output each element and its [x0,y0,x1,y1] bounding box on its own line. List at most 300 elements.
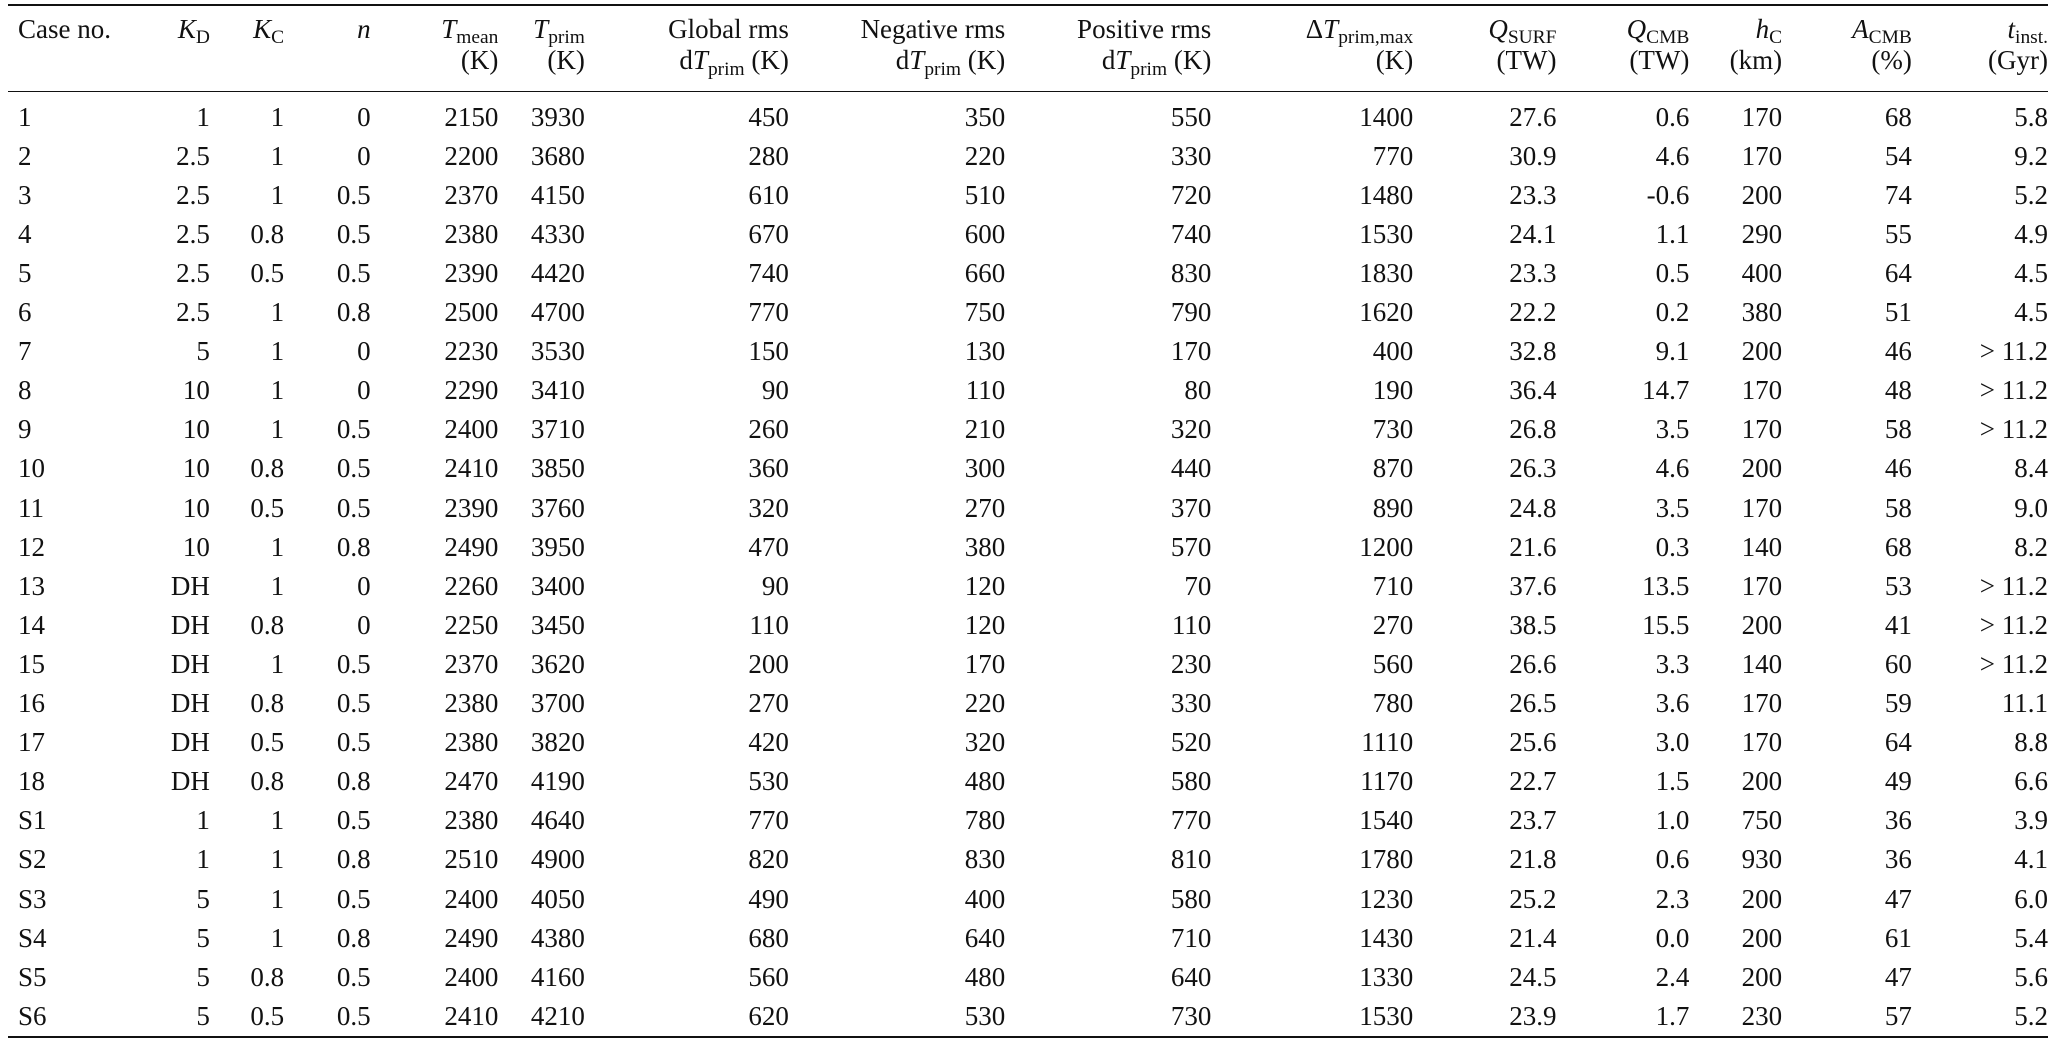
table-cell: 0.6 [1655,101,1690,132]
header-row [8,5,2048,91]
header-line-2 [1556,45,1689,76]
header-symbol: T [909,45,925,76]
header-symbol: K [253,14,272,44]
table-cell: 5.4 [2014,922,2048,953]
table-cell: 4.5 [2014,297,2048,328]
column-header [1211,5,1413,91]
table-cell: 2410 [444,453,499,484]
table-row [8,293,2048,332]
table-cell: 640 [1170,961,1212,992]
table-cell: 47 [1884,883,1912,914]
column-header [130,5,210,91]
table-cell: 1.5 [1655,766,1690,797]
table-cell: > 11.2 [1979,609,2048,640]
table-cell: 110 [749,609,789,640]
header-subscript: SURF [1507,27,1557,49]
table-cell: 22.7 [1509,766,1557,797]
table-cell: 510 [964,179,1006,210]
table-cell: 4050 [530,883,585,914]
table-header [8,5,2048,91]
table-cell: 330 [1170,140,1212,171]
column-header [1005,5,1211,91]
table-cell: 10 [182,492,210,523]
table-cell: 10 [182,453,210,484]
header-subscript: prim [924,58,962,80]
column-header [284,5,371,91]
table-cell: 2370 [444,648,499,679]
case-number-cell: 14 [18,609,45,640]
table-cell: 0.0 [1655,922,1690,953]
table-cell: 11.1 [2001,688,2048,719]
table-cell: 21.6 [1509,531,1557,562]
table-cell: 36.4 [1509,375,1557,406]
table-cell: 9.0 [2014,492,2048,523]
table-cell: 0.5 [336,727,371,758]
column-header [585,5,789,91]
header-line-1 [1413,14,1557,49]
header-subscript: C [1769,27,1783,49]
table-cell: 4.6 [1655,140,1690,171]
table-row [8,606,2048,645]
table-cell: 170 [1741,101,1783,132]
header-unit: (K) [460,45,499,76]
table-cell: 24.1 [1509,218,1557,249]
case-number-cell: 6 [18,297,32,328]
table-cell: 3.9 [2014,805,2048,836]
table-cell: 790 [1170,297,1212,328]
header-line-1 [498,14,585,49]
table-cell: 0.5 [250,258,285,288]
table-cell: 2.3 [1655,883,1690,914]
case-number-cell: S6 [8,997,130,1037]
header-line-1 [210,14,285,49]
table-cell: 1780 [1359,844,1414,875]
table-cell: 3950 [530,531,585,562]
table-cell: 2380 [444,688,499,719]
case-number-cell: 4 [18,218,32,249]
header-subscript: C [271,27,285,49]
table-cell: 170 [1741,570,1783,601]
results-table [8,4,2048,1038]
table-row [8,449,2048,488]
case-number-cell: S4 [18,922,47,953]
table-cell: 1 [196,844,210,875]
table-cell: 3620 [530,648,585,679]
table-cell: 41 [1884,609,1912,640]
case-number-cell: 15 [18,648,45,679]
table-cell: 21.4 [1509,922,1557,953]
header-symbol: T [1323,14,1339,44]
table-cell: 140 [1741,531,1783,562]
table-cell: DH [170,648,210,679]
table-cell: 870 [1372,453,1414,484]
table-cell: 170 [1741,492,1783,523]
header-text: Positive rms [1077,14,1212,44]
table-cell: 0.5 [336,414,371,445]
header-text: Case no. [18,14,111,44]
table-cell: 4150 [530,179,585,210]
table-cell: 54 [1884,140,1912,171]
table-cell: 780 [1372,688,1414,719]
table-cell: 480 [964,961,1006,992]
table-cell: 770 [1170,805,1212,836]
table-cell: 2410 [371,997,499,1037]
table-cell: 4190 [530,766,585,797]
table-cell: 1 [196,805,210,836]
table-cell: 1530 [1211,997,1413,1037]
table-cell: 2.5 [176,179,210,210]
table-cell: 3.0 [1655,727,1690,758]
table-row [8,91,2048,137]
table-cell: 2490 [444,922,499,953]
table-row [8,567,2048,606]
header-line-2 [789,45,1006,80]
table-cell: 830 [1170,258,1212,288]
header-subscript: prim,max [1338,27,1414,49]
table-cell: 1 [270,805,285,836]
table-row [8,371,2048,410]
header-line-1 [585,14,789,45]
table-cell: 15.5 [1642,609,1690,640]
table-cell: > 11.2 [1979,648,2048,679]
table-cell: 25.6 [1509,727,1557,758]
table-cell: 2380 [444,805,499,836]
table-cell: 140 [1741,648,1783,679]
table-cell: 270 [748,688,789,719]
table-cell: 10 [182,414,210,445]
header-prefix: d [895,45,910,76]
header-unit: (TW) [1629,45,1690,76]
header-line-1 [1912,14,2048,49]
table-cell: 46 [1884,336,1912,367]
table-cell: 2290 [444,375,499,406]
table-cell: 370 [1170,492,1212,523]
table-cell: 6.6 [2014,766,2048,797]
table-cell: 530 [789,997,1005,1037]
table-cell: 230 [1170,648,1212,679]
table-cell: 0.5 [1655,258,1690,288]
table-cell: 3400 [530,570,585,601]
table-cell: 0.5 [250,492,285,523]
table-cell: 550 [1170,101,1212,132]
table-cell: 400 [1741,258,1783,288]
table-cell: 0.5 [336,883,371,914]
table-cell: 1480 [1359,179,1414,210]
table-cell: 0.3 [1655,531,1690,562]
table-cell: 2.5 [176,258,210,288]
table-cell: 0 [357,375,371,406]
table-cell: 0.8 [250,688,285,719]
table-cell: 37.6 [1509,570,1557,601]
header-text: Global rms [668,14,789,44]
table-cell: 68 [1884,101,1912,132]
table-row [8,645,2048,684]
table-cell: 1400 [1359,101,1414,132]
header-subscript: prim [548,27,585,49]
header-line-2 [1005,45,1212,80]
table-cell: 2500 [444,297,499,328]
table-cell: 0.5 [284,997,371,1037]
table-cell: 5 [196,961,210,992]
table-cell: 49 [1884,766,1912,797]
header-symbol: T [441,14,457,44]
table-cell: 1230 [1359,883,1414,914]
header-line-2 [1211,45,1413,76]
table-cell: 0 [357,336,371,367]
table-cell: 3930 [530,101,585,132]
table-cell: 750 [964,297,1006,328]
table-cell: DH [170,727,210,758]
case-number-cell: S1 [18,805,47,836]
table-cell: 1200 [1359,531,1414,562]
table-cell: 300 [964,453,1006,484]
table-cell: 25.2 [1509,883,1557,914]
table-cell: 36 [1884,844,1912,875]
header-symbol: Q [1488,14,1508,44]
table-row [8,410,2048,449]
table-cell: 0.8 [336,531,371,562]
table-cell: 1 [270,414,285,445]
table-cell: 0.5 [336,453,371,484]
table-cell: 190 [1372,375,1414,406]
table-cell: 490 [748,883,789,914]
table-cell: 1 [270,179,285,210]
table-cell: 1530 [1359,218,1414,249]
table-cell: DH [170,766,210,797]
table-cell: 1620 [1359,297,1414,328]
header-line-1 [1211,14,1414,49]
table-body [8,91,2048,1037]
column-header [789,5,1005,91]
table-cell: 0.8 [336,766,371,797]
table-cell: 1 [196,101,210,132]
table-cell: 2380 [444,727,499,758]
table-cell: 3.3 [1655,648,1690,679]
table-row [8,489,2048,528]
table-cell: 560 [748,961,789,992]
table-cell: 0.5 [336,179,371,210]
table-cell: 26.8 [1509,414,1557,445]
table-cell: 530 [748,766,789,797]
table-cell: 200 [1741,961,1783,992]
table-row [8,254,2048,293]
header-subscript: prim [1130,58,1168,80]
table-cell: 9.2 [2014,140,2048,171]
case-number-cell: 16 [18,688,45,719]
header-line-1 [789,14,1005,45]
table-cell: 2370 [444,179,499,210]
table-cell: 59 [1884,688,1912,719]
table-cell: 38.5 [1509,609,1557,640]
table-cell: 6.0 [2014,883,2048,914]
table-cell: 270 [1372,609,1414,640]
table-cell: 2490 [444,531,499,562]
table-cell: 70 [1184,570,1212,601]
table-cell: 200 [1741,883,1783,914]
table-cell: 320 [748,492,789,523]
table-row [8,528,2048,567]
table-cell: 4210 [498,997,585,1037]
case-number-cell: 8 [18,375,32,406]
table-cell: 4420 [530,258,585,288]
case-number-cell: 5 [18,258,32,288]
table-cell: 200 [1741,766,1783,797]
header-symbol: T [533,14,549,44]
table-cell: 2470 [444,766,499,797]
table-cell: > 11.2 [1979,414,2048,445]
table-cell: 8.2 [2014,531,2048,562]
table-cell: 3680 [530,140,585,171]
header-line-1 [130,14,210,49]
table-cell: 5 [196,922,210,953]
header-symbol: T [1115,45,1131,76]
case-number-cell: S2 [18,844,47,875]
header-unit: (K) [547,45,585,76]
case-number-cell: 12 [18,531,45,562]
table-cell: 170 [1741,727,1783,758]
table-cell: -0.6 [1646,179,1690,210]
header-symbol: T [692,45,708,76]
table-cell: 4.6 [1655,453,1690,484]
table-cell: > 11.2 [1979,336,2048,367]
table-cell: 68 [1884,531,1912,562]
table-cell: 2.5 [176,140,210,171]
table-cell: 1 [270,375,285,406]
header-line-2 [1413,45,1556,76]
header-symbol: h [1755,14,1770,44]
table-cell: 320 [1170,414,1212,445]
table-cell: 27.6 [1509,101,1557,132]
header-line-2 [18,45,130,76]
table-cell: 200 [1741,336,1783,367]
table-cell: 170 [1170,336,1212,367]
table-cell: 23.3 [1509,258,1557,288]
table-cell: 0.5 [336,648,371,679]
table-cell: 80 [1184,375,1212,406]
header-unit: (K) [961,45,1006,76]
table-cell: 1540 [1359,805,1414,836]
header-subscript: prim [707,58,745,80]
table-cell: 5.2 [2014,179,2048,210]
table-cell: 1110 [1361,727,1414,758]
table-cell: 200 [1741,922,1783,953]
table-cell: 110 [1171,609,1212,640]
table-cell: 1 [270,883,285,914]
table-cell: 2510 [444,844,499,875]
header-symbol: Q [1626,14,1647,44]
table-cell: 0.8 [250,218,285,249]
table-cell: 0.8 [250,961,285,992]
table-cell: 0.5 [336,218,371,249]
table-cell: 730 [1005,997,1211,1037]
table-cell: 4330 [530,218,585,249]
header-line-2 [1689,45,1782,76]
table-cell: 3530 [530,336,585,367]
table-cell: 110 [965,375,1006,406]
table-cell: 3.6 [1655,688,1690,719]
table-cell: 1170 [1360,766,1414,797]
table-cell: 22.2 [1509,297,1557,328]
table-cell: 1330 [1359,961,1414,992]
table-cell: 170 [1741,414,1783,445]
table-cell: 2400 [444,414,499,445]
table-cell: 580 [1170,883,1212,914]
table-cell: 930 [1741,844,1783,875]
table-cell: 170 [1741,688,1783,719]
table-cell: 1 [270,531,285,562]
table-cell: 46 [1884,453,1912,484]
table-cell: 14.7 [1642,375,1690,406]
table-cell: 380 [1741,297,1783,328]
header-line-2 [498,45,585,76]
table-cell: 560 [1372,648,1414,679]
table-cell: 710 [1372,570,1414,601]
table-cell: 480 [964,766,1006,797]
table-cell: 720 [1170,179,1212,210]
table-cell: 2400 [444,883,499,914]
case-number-cell: 1 [18,101,32,132]
table-cell: > 11.2 [1979,375,2048,406]
table-row [8,137,2048,176]
table-cell: 750 [1741,805,1783,836]
table-cell: DH [170,570,210,601]
header-line-2 [1912,45,2048,76]
table-cell: 4700 [530,297,585,328]
table-cell: 1 [270,922,285,953]
table-cell: 2400 [444,961,499,992]
header-line-2 [585,45,789,80]
table-cell: 360 [748,453,789,484]
column-header [1689,5,1782,91]
header-line-2 [210,45,284,76]
table-cell: 200 [1741,609,1783,640]
header-line-1 [371,14,499,49]
header-prefix: d [679,45,693,76]
table-cell: 21.8 [1509,844,1557,875]
table-cell: 220 [964,688,1006,719]
table-cell: 10 [182,531,210,562]
table-cell: 3410 [530,375,585,406]
table-row [8,840,2048,879]
table-cell: 1 [270,336,285,367]
table-cell: 36 [1884,805,1912,836]
header-unit: (%) [1871,45,1912,76]
case-number-cell: S5 [18,961,47,992]
header-subscript: CMB [1646,27,1690,49]
table-cell: 580 [1170,766,1212,797]
table-cell: 400 [964,883,1006,914]
table-cell: 58 [1884,414,1912,445]
table-cell: 770 [748,297,789,328]
table-cell: 150 [748,336,789,367]
table-cell: 270 [964,492,1006,523]
table-cell: 3700 [530,688,585,719]
header-unit: (Gyr) [1988,45,2048,76]
case-number-cell: 10 [18,453,45,484]
table-cell: 2390 [444,258,499,288]
table-cell: 47 [1884,961,1912,992]
header-symbol: A [1852,14,1869,44]
table-cell: 0.8 [250,766,285,797]
column-header [8,5,130,91]
table-cell: 2150 [444,101,499,132]
table-cell: 820 [748,844,789,875]
results-table-container [8,4,2048,1038]
table-cell: 8.4 [2014,453,2048,484]
table-cell: 90 [761,375,789,406]
table-cell: 1.1 [1655,218,1690,249]
table-cell: 660 [964,258,1006,288]
